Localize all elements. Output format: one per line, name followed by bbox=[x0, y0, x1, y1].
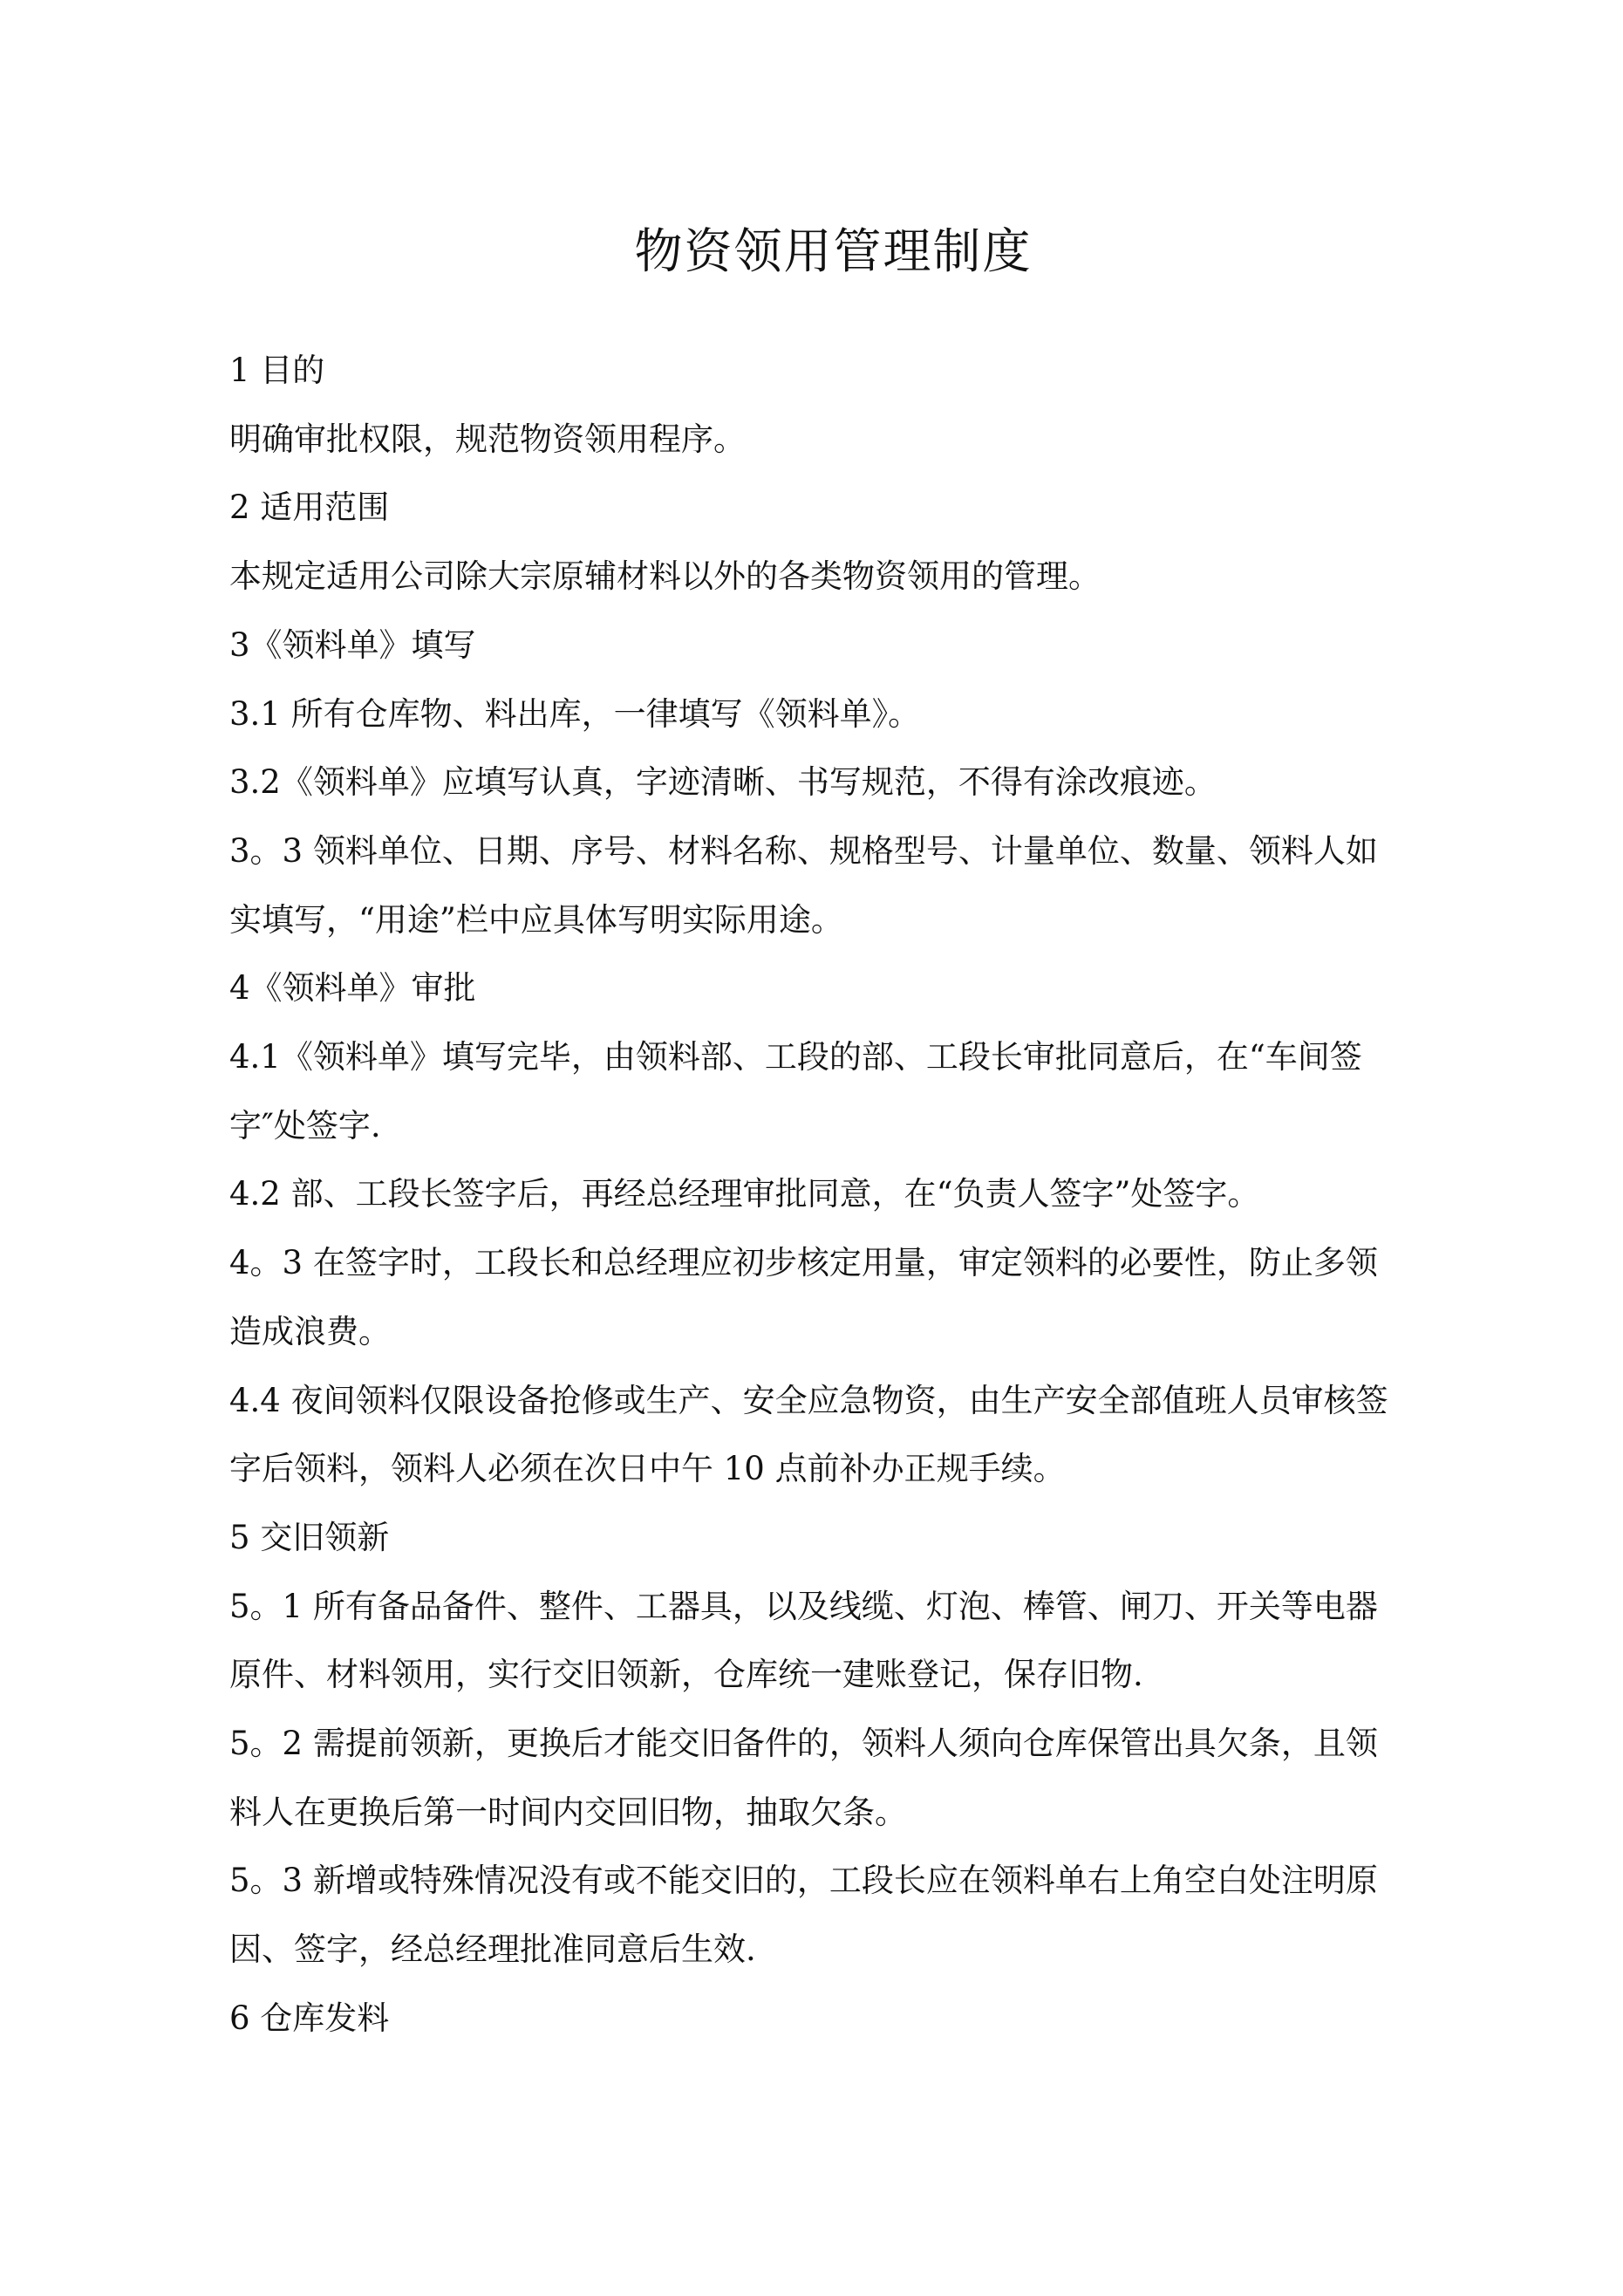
section-heading-warehouse-issue: 6 仓库发料 bbox=[229, 1999, 390, 2037]
paragraph-line: 因、签字，经总经理批准同意后生效. bbox=[229, 1930, 756, 1969]
paragraph-line: 明确审批权限，规范物资领用程序。 bbox=[229, 420, 746, 458]
document-body bbox=[229, 337, 1446, 2053]
section-heading-approval: 4《领料单》审批 bbox=[229, 969, 476, 1008]
paragraph-line: 造成浪费。 bbox=[229, 1312, 391, 1350]
paragraph-line: 3.2《领料单》应填写认真，字迹清晰、书写规范，不得有涂改痕迹。 bbox=[229, 763, 1217, 802]
paragraph-line: 5。1 所有备品备件、整件、工器具，以及线缆、灯泡、棒管、闸刀、开关等电器 bbox=[229, 1587, 1378, 1625]
paragraph-line: 4.2 部、工段长签字后，再经总经理审批同意，在“负责人签字”处签字。 bbox=[229, 1175, 1260, 1213]
paragraph-line: 5。3 新增或特殊情况没有或不能交旧的，工段长应在领料单右上角空白处注明原 bbox=[229, 1862, 1378, 1900]
section-heading-purpose: 1 目的 bbox=[229, 352, 325, 389]
section-heading-requisition-form: 3《领料单》填写 bbox=[229, 625, 476, 664]
paragraph-line: 字″处签字. bbox=[229, 1106, 381, 1145]
paragraph-line: 4.1《领料单》填写完毕，由领料部、工段的部、工段长审批同意后，在“车间签 bbox=[229, 1038, 1362, 1076]
paragraph-line: 5。2 需提前领新，更换后才能交旧备件的，领料人须向仓库保管出具欠条，且领 bbox=[229, 1725, 1378, 1763]
section-heading-scope: 2 适用范围 bbox=[229, 489, 390, 527]
paragraph-line: 本规定适用公司除大宗原辅材料以外的各类物资领用的管理。 bbox=[229, 557, 1101, 596]
paragraph-line: 3。3 领料单位、日期、序号、材料名称、规格型号、计量单位、数量、领料人如 bbox=[229, 831, 1378, 870]
paragraph-line: 3.1 所有仓库物、料出库，一律填写《领料单》。 bbox=[229, 694, 921, 733]
paragraph-line: 字后领料，领料人必须在次日中午 10 点前补办正规手续。 bbox=[229, 1450, 1066, 1488]
paragraph-line: 料人在更换后第一时间内交回旧物，抽取欠条。 bbox=[229, 1793, 907, 1831]
document-title: 物资领用管理制度 bbox=[634, 223, 1033, 279]
paragraph-line: 实填写，“用途”栏中应具体写明实际用途。 bbox=[229, 900, 843, 939]
paragraph-line: 4.4 夜间领料仅限设备抢修或生产、安全应急物资，由生产安全部值班人员审核签 bbox=[229, 1381, 1388, 1419]
paragraph-line: 4。3 在签字时，工段长和总经理应初步核定用量，审定领料的必要性，防止多领 bbox=[229, 1244, 1378, 1282]
section-heading-exchange: 5 交旧领新 bbox=[229, 1518, 390, 1556]
paragraph-line: 原件、材料领用，实行交旧领新，仓库统一建账登记，保存旧物. bbox=[229, 1656, 1143, 1694]
